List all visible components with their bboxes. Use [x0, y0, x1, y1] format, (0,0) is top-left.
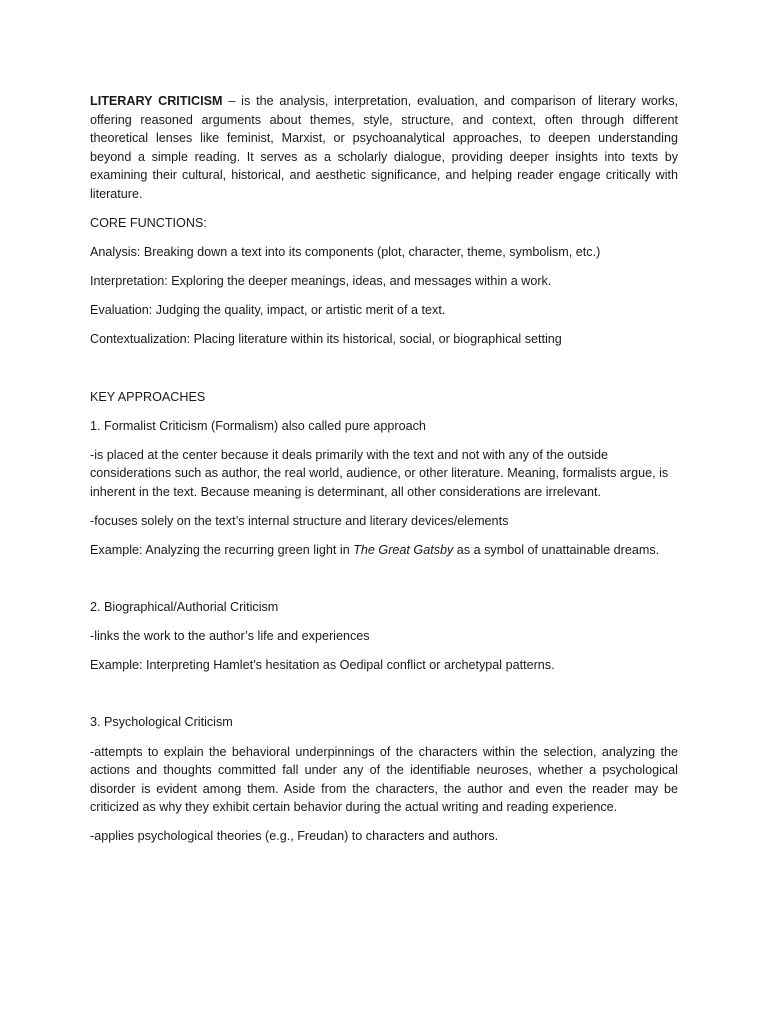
section-spacer — [90, 570, 678, 598]
biographical-title: 2. Biographical/Authorial Criticism — [90, 600, 279, 615]
formalist-title: 1. Formalist Criticism (Formalism) also called pure approach — [90, 418, 426, 433]
core-function-evaluation: Evaluation: Judging the quality, impact, or artistic merit of a text. — [90, 303, 446, 318]
core-function-interpretation: Interpretation: Exploring the deeper meanings, ideas, and messages within a work. — [90, 274, 552, 289]
formalist-example-title: The Great Gatsby — [353, 543, 454, 558]
psychological-point-1: -attempts to explain the behavioral underpinnings of the characters within the selection, analyzing the actions and thoughts committed fall under any of the identifiable neuroses, whether a psychological disorder is evident among them. Aside from the characters, the author and even the reader may be criticized as why they exhibit certain behavior during the actual writing and reading experience. — [90, 744, 678, 815]
psychological-point-2: -applies psychological theories (e.g., Freudan) to characters and authors. — [90, 829, 499, 844]
section-spacer — [90, 360, 678, 388]
document-page — [90, 92, 678, 857]
intro-definition: – is the analysis, interpretation, evaluation, and comparison of literary works, offering reasoned arguments about themes, style, structure, and context, often through different theoretical lenses like feminist, Marxist, or psychoanalytical approaches, to deepen understanding beyond a simple reading. It serves as a scholarly dialogue, providing deeper insights into texts by examining their cultural, historical, and aesthetic significance, and helping reader engage critically with literature. — [90, 94, 678, 201]
formalist-example-prefix: Example: Analyzing the recurring green light in — [90, 543, 354, 558]
psychological-title: 3. Psychological Criticism — [90, 715, 233, 730]
core-function-contextualization: Contextualization: Placing literature within its historical, social, or biographical setting — [90, 332, 562, 347]
biographical-example: Example: Interpreting Hamlet’s hesitation as Oedipal conflict or archetypal patterns. — [90, 658, 555, 673]
formalist-point-2: -focuses solely on the text’s internal structure and literary devices/elements — [90, 514, 509, 528]
biographical-point-1: -links the work to the author’s life and experiences — [90, 629, 370, 644]
intro-paragraph — [90, 92, 678, 204]
core-functions-heading: CORE FUNCTIONS: — [90, 216, 207, 231]
formalist-example-suffix: as a symbol of unattainable dreams. — [453, 543, 660, 558]
core-function-analysis: Analysis: Breaking down a text into its components (plot, character, theme, symbolism, etc.) — [90, 245, 601, 260]
formalist-example — [90, 541, 678, 560]
term-literary-criticism: LITERARY CRITICISM — [90, 94, 223, 108]
section-spacer — [90, 685, 678, 713]
key-approaches-heading: KEY APPROACHES — [90, 389, 206, 404]
formalist-point-1: -is placed at the center because it deals primarily with the text and not with any of the outside considerations such as author, the real world, audience, or other literature. Meaning, formalists argue, is inherent in the text. Because meaning is determinant, all other considerations are irrelevant. — [90, 447, 669, 499]
